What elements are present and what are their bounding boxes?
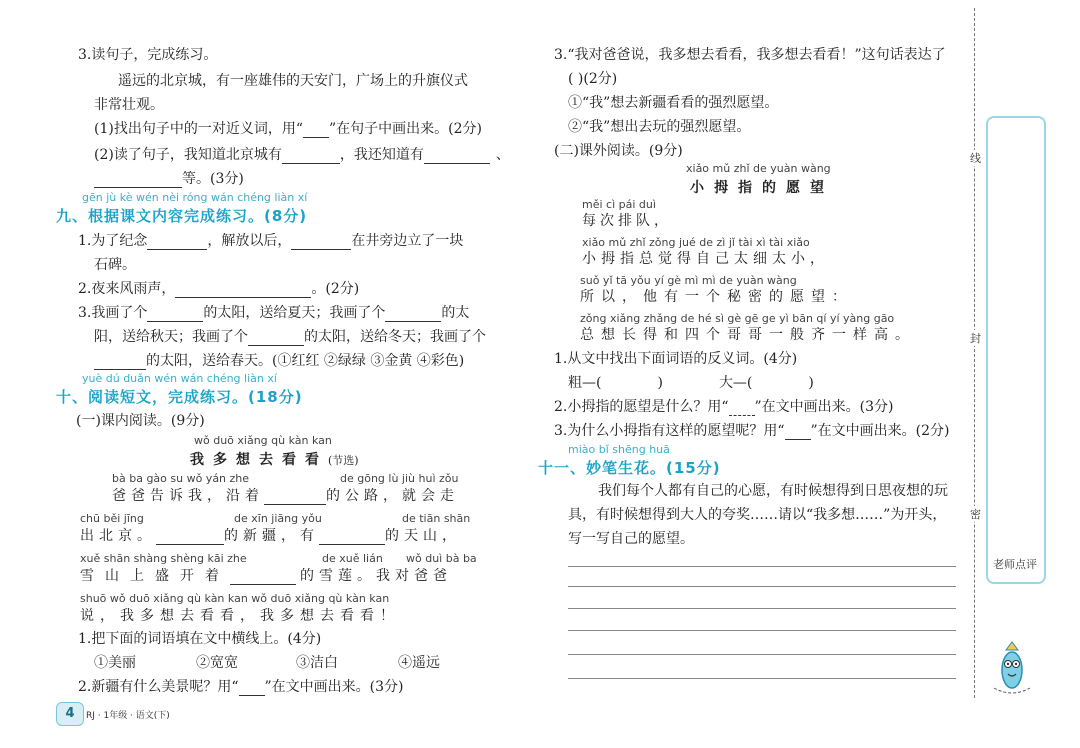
binding-char-secret: 密 — [970, 508, 981, 521]
passage-line2-text-c: 的天山， — [385, 528, 461, 544]
r-subsection2: (二)课外阅读。(9分) — [554, 143, 683, 159]
answer-blank[interactable] — [147, 307, 203, 322]
s9-q3-text-e: 的太阳，送给冬天；我画了个 — [304, 329, 486, 345]
poem-line1-pinyin: měi cì pái duì — [582, 198, 656, 211]
answer-blank[interactable] — [175, 283, 311, 298]
q3-sentence-line1: 遥远的北京城，有一座雄伟的天安门，广场上的升旗仪式 — [118, 73, 468, 89]
passage-line1 — [112, 487, 459, 505]
poem-line4-pinyin: zǒng xiǎng zhǎng de hé sì gè gē ge yì bān qí yí yàng gāo — [580, 312, 895, 325]
s9-q1 — [78, 232, 463, 250]
answer-blank[interactable] — [291, 235, 351, 250]
s9-q3-text-f: 的太阳，送给春天。(①红红 ②绿绿 ③金黄 ④彩色) — [146, 353, 465, 369]
r-q1: 1.从文中找出下面词语的反义词。(4分) — [554, 351, 798, 367]
s10-q2-text-b: ”在文中画出来。(3分) — [264, 679, 404, 695]
passage-line3-pinyin-b: de xuě lián — [322, 552, 383, 565]
poem-title: 小拇指的愿望 — [690, 180, 834, 196]
passage-title-pinyin: wǒ duō xiǎng qù kàn kan — [194, 434, 332, 447]
mascot-pencil-icon — [982, 640, 1042, 700]
answer-blank[interactable] — [147, 235, 207, 250]
antonym-1-label: 粗—( — [568, 375, 602, 391]
q3-2-text-d: 等。(3分) — [182, 171, 244, 187]
teacher-comment-box[interactable] — [986, 116, 1046, 584]
writing-line[interactable] — [568, 678, 956, 679]
q3-2-text-c: 、 — [495, 147, 510, 163]
writing-line[interactable] — [568, 566, 956, 567]
r-q2 — [554, 398, 894, 416]
r-q3-option1[interactable]: ①“我”想去新疆看看的强烈愿望。 — [568, 95, 779, 111]
r-q3-line1: 3.“我对爸爸说，我多想去看看，我多想去看看！”这句话表达了 — [554, 47, 946, 63]
answer-blank[interactable] — [785, 425, 811, 440]
section11-title: 十一、妙笔生花。(15分) — [538, 459, 721, 477]
q3-1-text-b: ”在句子中画出来。(2分) — [329, 121, 482, 137]
answer-blank[interactable] — [282, 149, 340, 164]
passage-line2-pinyin-a: chū běi jīng — [80, 512, 144, 525]
passage-note: (节选) — [328, 454, 359, 467]
s10-q1: 1.把下面的词语填在文中横线上。(4分) — [78, 631, 322, 647]
s9-q3-text-b: 的太阳，送给夏天；我画了个 — [203, 305, 386, 321]
answer-blank[interactable] — [94, 355, 146, 370]
footer-text: RJ · 1年级 · 语文(下) — [86, 711, 170, 721]
section9-pinyin: gēn jù kè wén nèi róng wán chéng liàn xí — [82, 191, 308, 204]
s10-subsection1: (一)课内阅读。(9分) — [76, 413, 205, 429]
poem-line1: 每次排队， — [582, 213, 672, 229]
binding-char-line: 线 — [970, 152, 981, 165]
q3-2-text-a: (2)读了句子，我知道北京城有 — [94, 147, 282, 163]
answer-blank[interactable] — [94, 173, 182, 188]
writing-line[interactable] — [568, 654, 956, 655]
s9-q1-text-b: ，解放以后， — [207, 233, 292, 249]
s9-q3-text-c: 的太 — [441, 305, 470, 321]
answer-blank[interactable] — [230, 570, 296, 585]
passage-line2-pinyin-b: de xīn jiāng yǒu — [234, 512, 322, 525]
binding-dashed-line — [974, 8, 975, 698]
s9-q2-text-b: 。(2分) — [311, 281, 360, 297]
answer-blank[interactable] — [385, 307, 441, 322]
s9-q2-text-a: 2.夜来风雨声， — [78, 281, 176, 297]
answer-blank[interactable] — [248, 331, 304, 346]
r-q2-text-a: 2.小拇指的愿望是什么？用“ — [554, 399, 729, 415]
q3-1-question — [94, 120, 482, 138]
passage-line1-text-b: 的公路，就会走 — [326, 488, 459, 504]
passage-line4-pinyin: shuō wǒ duō xiǎng qù kàn kan wǒ duō xiǎng qù kàn kan — [80, 592, 390, 605]
answer-blank[interactable] — [319, 530, 385, 545]
passage-line3-text-b: 的雪莲。我对爸爸 — [300, 568, 452, 584]
passage-line2-text-b: 的新疆，有 — [224, 528, 319, 544]
poem-line4: 总想长得和四个哥哥一般齐一样高。 — [580, 327, 916, 343]
s9-q1-cont: 石碑。 — [94, 257, 136, 273]
passage-line1-pinyin-a: bà ba gào su wǒ yán zhe — [112, 472, 250, 485]
option-2: ②宽宽 — [196, 655, 238, 671]
option-3: ③洁白 — [296, 655, 338, 671]
passage-line3-text-a: 雪山上盛开着 — [80, 568, 230, 584]
s9-q3-text-a: 3.我画了个 — [78, 305, 148, 321]
poem-title-pinyin: xiǎo mǔ zhǐ de yuàn wàng — [686, 162, 831, 175]
writing-line[interactable] — [568, 586, 956, 587]
antonym-2-label: 大—( — [718, 375, 753, 391]
passage-line2-pinyin-c: de tiān shān — [402, 512, 471, 525]
q3-2-question-cont — [94, 170, 244, 188]
option-1: ①美丽 — [94, 655, 136, 671]
antonym-1-close: ) — [657, 375, 663, 391]
r-q3-text-a: 3.为什么小拇指有这样的愿望呢？用“ — [554, 423, 785, 439]
r-q3-line2: ( )(2分) — [568, 71, 618, 87]
poem-line3: 所以，他有一个秘密的愿望： — [580, 289, 853, 305]
q3-sentence-line2: 非常壮观。 — [94, 97, 164, 113]
r-q1-answers — [568, 374, 814, 392]
answer-blank[interactable] — [264, 490, 326, 505]
page-number: 4 — [56, 702, 84, 726]
writing-line[interactable] — [568, 608, 956, 609]
poem-line3-pinyin: suǒ yǐ tā yǒu yí gè mì mì de yuàn wàng — [580, 274, 797, 287]
q3-2-question — [94, 146, 510, 164]
r-q3 — [554, 422, 950, 440]
s11-prompt-line1: 我们每个人都有自己的心愿，有时候想得到日思夜想的玩 — [598, 483, 948, 499]
poem-line2-pinyin: xiǎo mǔ zhǐ zǒng jué de zì jǐ tài xì tài xiǎo — [582, 236, 810, 249]
passage-line1-pinyin-b: de gōng lù jiù huì zǒu — [340, 472, 459, 485]
q3-1-text-a: (1)找出句子中的一对近义词，用“ — [94, 121, 303, 137]
s9-q3-line3 — [94, 352, 464, 370]
passage-line2-text-a: 出北京。 — [80, 528, 156, 544]
s9-q1-text-c: 在井旁边立了一块 — [351, 233, 464, 249]
passage-line3-pinyin-c: wǒ duì bà ba — [406, 552, 477, 565]
antonym-2-close: ) — [808, 375, 814, 391]
passage-line1-text-a: 爸爸告诉我，沿着 — [112, 488, 264, 504]
answer-blank[interactable] — [156, 530, 224, 545]
s9-q2 — [78, 280, 359, 298]
r-q3-option2[interactable]: ②“我”想出去玩的强烈愿望。 — [568, 119, 751, 135]
q3-2-text-b: ，我还知道有 — [339, 147, 424, 163]
answer-blank[interactable] — [424, 149, 490, 164]
section10-title: 十、阅读短文，完成练习。(18分) — [56, 388, 303, 406]
s11-prompt-line2: 具，有时候想得到大人的夸奖……请以“我多想……”为开头， — [568, 507, 947, 523]
answer-blank[interactable] — [239, 681, 265, 696]
s10-q2 — [78, 678, 404, 696]
passage-line2 — [80, 527, 461, 545]
s9-q1-text-a: 1.为了纪念 — [78, 233, 148, 249]
s9-q3-line2 — [94, 328, 486, 346]
answer-blank[interactable] — [729, 401, 755, 416]
s11-prompt-line3: 写一写自己的愿望。 — [568, 531, 694, 547]
binding-char-seal: 封 — [970, 332, 981, 345]
poem-line2: 小拇指总觉得自己太细太小， — [582, 251, 829, 267]
q3-title: 3.读句子，完成练习。 — [78, 47, 218, 63]
passage-line4: 说，我多想去看看，我多想去看看！ — [80, 608, 400, 624]
s10-q2-text-a: 2.新疆有什么美景呢？用“ — [78, 679, 239, 695]
section9-title: 九、根据课文内容完成练习。(8分) — [56, 207, 308, 225]
passage-title-text: 我多想去看看 — [190, 452, 328, 468]
section10-pinyin: yuè dú duǎn wén wán chéng liàn xí — [82, 372, 277, 385]
r-q2-text-b: ”在文中画出来。(3分) — [754, 399, 894, 415]
answer-blank[interactable] — [303, 123, 329, 138]
passage-line3 — [80, 567, 452, 585]
option-4: ④遥远 — [398, 655, 440, 671]
passage-line3-pinyin-a: xuě shān shàng shèng kāi zhe — [80, 552, 247, 565]
teacher-comment-label: 老师点评 — [993, 558, 1037, 571]
s9-q3-text-d: 阳，送给秋天；我画了个 — [94, 329, 248, 345]
r-q3-text-b: ”在文中画出来。(2分) — [810, 423, 950, 439]
writing-line[interactable] — [568, 630, 956, 631]
s9-q3 — [78, 304, 469, 322]
section11-pinyin: miào bǐ shēng huā — [568, 443, 670, 456]
passage-title — [190, 449, 359, 469]
